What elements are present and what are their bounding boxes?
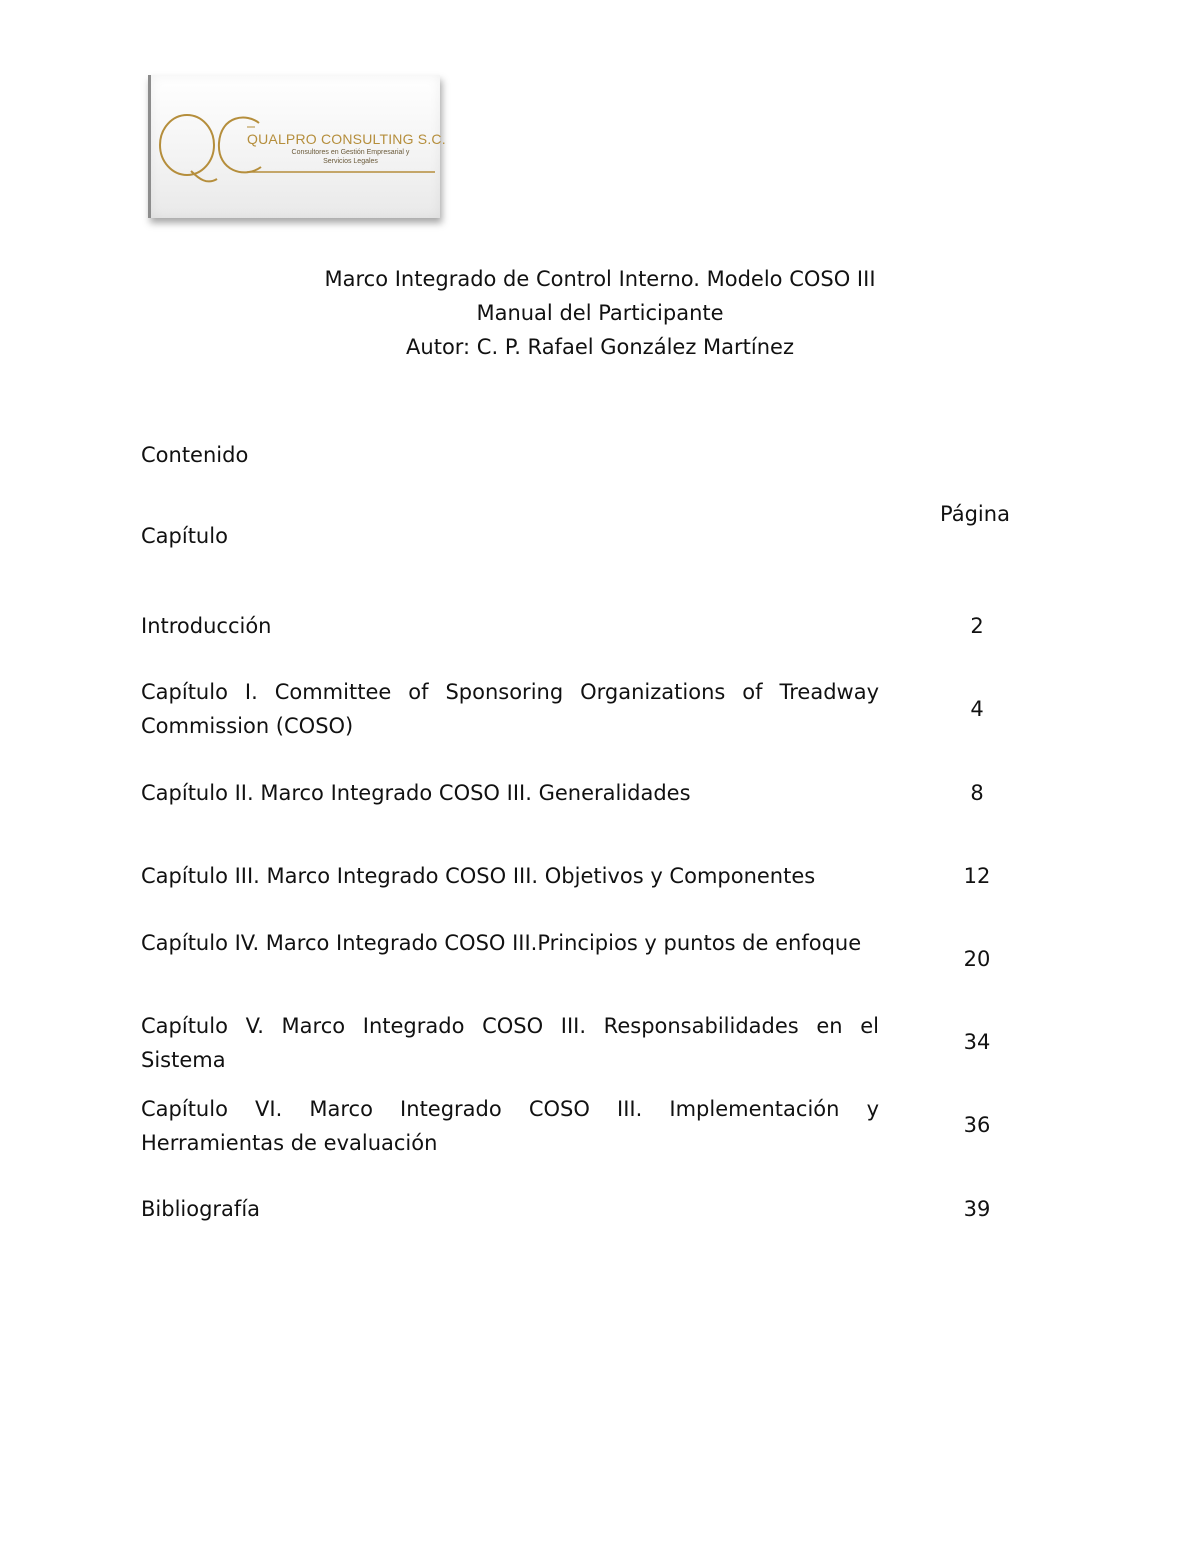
toc-entry-title: Capítulo I. Committee of Sponsoring Organizations of Treadway Commission (COSO) — [141, 680, 879, 738]
logo-company-name: QUALPRO CONSULTING S.C. — [247, 131, 446, 147]
logo-tagline-line2: Servicios Legales — [323, 158, 378, 165]
toc-entry-title: Introducción — [141, 614, 272, 638]
toc-entry-page: 34 — [963, 1030, 991, 1054]
logo-tagline-line1: Consultores en Gestión Empresarial y — [291, 149, 410, 156]
document-author: Autor: C. P. Rafael González Martínez — [406, 335, 794, 359]
toc-entry-title: Capítulo IV. Marco Integrado COSO III.Principios y puntos de enfoque — [141, 931, 862, 955]
toc-entry-page: 12 — [963, 864, 991, 888]
toc-entry-title: Bibliografía — [141, 1197, 261, 1221]
toc-entry-title: Capítulo V. Marco Integrado COSO III. Responsabilidades en el Sistema — [141, 1014, 879, 1072]
document-title-block — [0, 262, 1200, 364]
toc-entry-page: 2 — [970, 614, 984, 638]
toc-entry-page: 20 — [963, 947, 991, 971]
document-title: Marco Integrado de Control Interno. Modelo COSO III — [324, 267, 876, 291]
toc-chapter-column-header: Capítulo — [141, 524, 228, 548]
company-logo — [148, 75, 446, 218]
toc-entry-page: 8 — [970, 781, 984, 805]
toc-page-column-header: Página — [940, 502, 1010, 526]
toc-heading: Contenido — [141, 443, 249, 467]
toc-entry-page: 36 — [963, 1113, 991, 1137]
document-subtitle: Manual del Participante — [476, 301, 724, 325]
toc-entry-title: Capítulo II. Marco Integrado COSO III. Generalidades — [141, 781, 691, 805]
toc-entry-page: 4 — [970, 697, 984, 721]
logo-tagline — [263, 148, 438, 166]
toc-entry-title: Capítulo III. Marco Integrado COSO III. Objetivos y Componentes — [141, 864, 816, 888]
toc-entry-page: 39 — [963, 1197, 991, 1221]
toc-entry-title: Capítulo VI. Marco Integrado COSO III. Implementación y Herramientas de evaluación — [141, 1097, 879, 1155]
